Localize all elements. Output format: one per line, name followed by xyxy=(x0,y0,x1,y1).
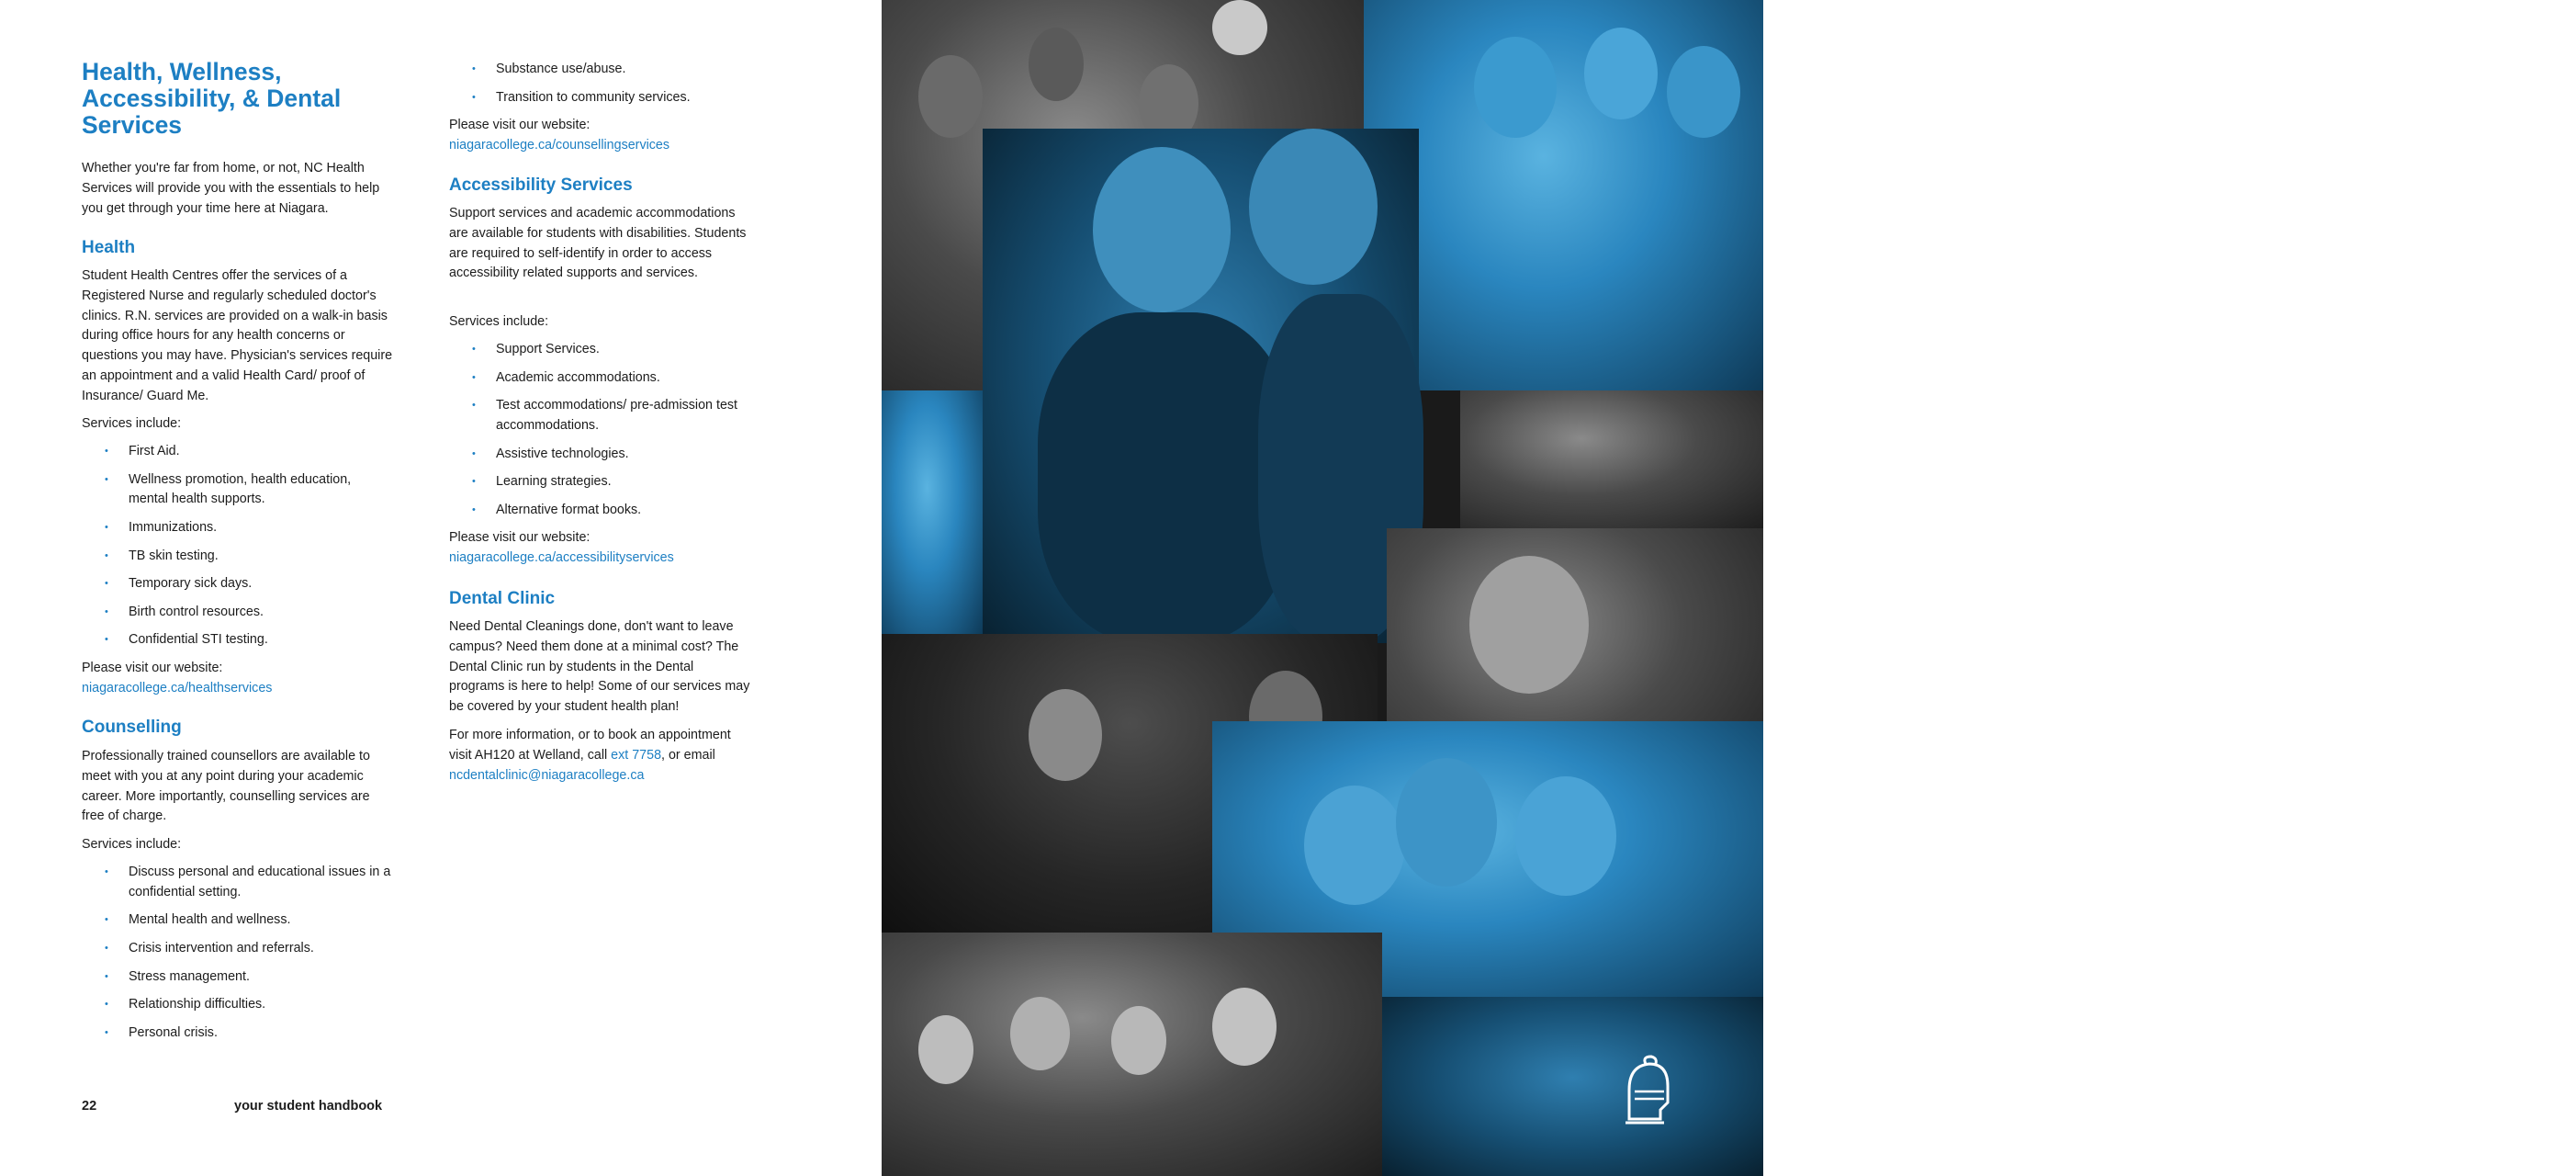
crowd-blue-photo xyxy=(882,390,983,634)
list-item: • Transition to community services. xyxy=(449,88,752,108)
list-item: • Stress management. xyxy=(82,967,394,988)
list-item: • Confidential STI testing. xyxy=(82,630,394,650)
counselling-services-list-continued xyxy=(449,60,752,116)
page-number: 22 xyxy=(82,1099,97,1114)
list-item: • Wellness promotion, health education, mental health supports. xyxy=(82,470,394,511)
list-item: • Assistive technologies. xyxy=(449,445,752,465)
counselling-services-link[interactable]: niagaracollege.ca/counsellingservices xyxy=(449,138,670,153)
knight-helmet-icon xyxy=(1618,1055,1675,1128)
dental-more-prefix: For more information, or to book an appointment visit AH120 at Welland, call xyxy=(449,728,731,763)
list-item: • Immunizations. xyxy=(82,518,394,538)
list-item: • Personal crisis. xyxy=(82,1023,394,1044)
section-title-vertical xyxy=(2490,485,2576,1031)
list-item: • Alternative format books. xyxy=(449,501,752,521)
left-page xyxy=(0,0,882,1176)
handbook-title: your student handbook xyxy=(234,1099,383,1114)
accessibility-body: Support services and academic accommodations are available for students with disabilities. Students are required to self-identify in order to access accessibility related supports and services. xyxy=(449,206,747,281)
list-item: • TB skin testing. xyxy=(82,547,394,567)
list-item: • Academic accommodations. xyxy=(449,368,752,389)
rally-crowd-photo xyxy=(1382,997,1763,1176)
health-visit-label: Please visit our website: xyxy=(82,661,223,675)
list-item: • Test accommodations/ pre-admission test accommodations. xyxy=(449,396,752,436)
list-item: • Discuss personal and educational issues in a confidential setting. xyxy=(82,863,394,903)
list-item: • Support Services. xyxy=(449,340,752,360)
counselling-heading: Counselling xyxy=(82,718,182,737)
accessibility-services-list xyxy=(449,340,752,528)
dental-more-info xyxy=(449,726,752,786)
accessibility-heading: Accessibility Services xyxy=(449,175,633,195)
counselling-services-label: Services include: xyxy=(82,837,182,852)
health-heading: Health xyxy=(82,238,136,257)
health-services-list xyxy=(82,442,394,659)
dental-phone-link[interactable]: ext 7758 xyxy=(611,747,662,763)
accessibility-services-label: Services include: xyxy=(449,314,549,329)
dental-email-link[interactable]: ncdentalclinic@niagaracollege.ca xyxy=(449,767,645,783)
health-services-label: Services include: xyxy=(82,416,182,431)
list-item: • Birth control resources. xyxy=(82,603,394,623)
graduation-photo xyxy=(882,933,1382,1176)
list-item: • Mental health and wellness. xyxy=(82,910,394,931)
page-title: Health, Wellness, Accessibility, & Dental Services xyxy=(82,58,342,139)
title-your: YOUR xyxy=(2490,793,2576,1031)
campus-crowd-photo xyxy=(1460,390,1763,528)
intro-paragraph: Whether you're far from home, or not, NC Health Services will provide you with the essentials to help you get through your time here at Niagara. xyxy=(82,161,380,216)
counselling-body: Professionally trained counsellors are available to meet with you at any point during your academic career. More importantly, counselling services are free of charge. xyxy=(82,749,370,824)
list-item: • Crisis intervention and referrals. xyxy=(82,939,394,959)
list-item: • Learning strategies. xyxy=(449,472,752,492)
list-item: • First Aid. xyxy=(82,442,394,462)
accessibility-visit-label: Please visit our website: xyxy=(449,530,591,545)
health-body: Student Health Centres offer the services of a Registered Nurse and regularly scheduled doctor's clinics. R.N. services are provided on a walk-in basis during office hours for any health concerns or questions you may have. Physician's services require an appointment and a valid Health Card/ proof of Insurance/ Guard Me. xyxy=(82,268,393,403)
dental-email-prefix: , or email xyxy=(661,747,715,763)
title-tools: TOOLS xyxy=(2490,485,2576,768)
students-group-photo xyxy=(1364,0,1763,390)
list-item: • Temporary sick days. xyxy=(82,574,394,594)
counselling-visit-label: Please visit our website: xyxy=(449,118,591,132)
counselling-services-list xyxy=(82,863,394,1051)
photo-collage xyxy=(882,0,2576,1176)
dental-body: Need Dental Cleanings done, don't want to leave campus? Need them done at a minimal cost? The Dental Clinic run by students in the Dental programs is here to help! Some of our services may be covered by your student health plan! xyxy=(449,619,750,715)
accessibility-services-link[interactable]: niagaracollege.ca/accessibilityservices xyxy=(449,550,674,565)
dental-heading: Dental Clinic xyxy=(449,589,556,608)
staff-photo xyxy=(983,129,1419,643)
list-item: • Relationship difficulties. xyxy=(82,995,394,1015)
list-item: • Substance use/abuse. xyxy=(449,60,752,80)
health-services-link[interactable]: niagaracollege.ca/healthservices xyxy=(82,681,273,695)
